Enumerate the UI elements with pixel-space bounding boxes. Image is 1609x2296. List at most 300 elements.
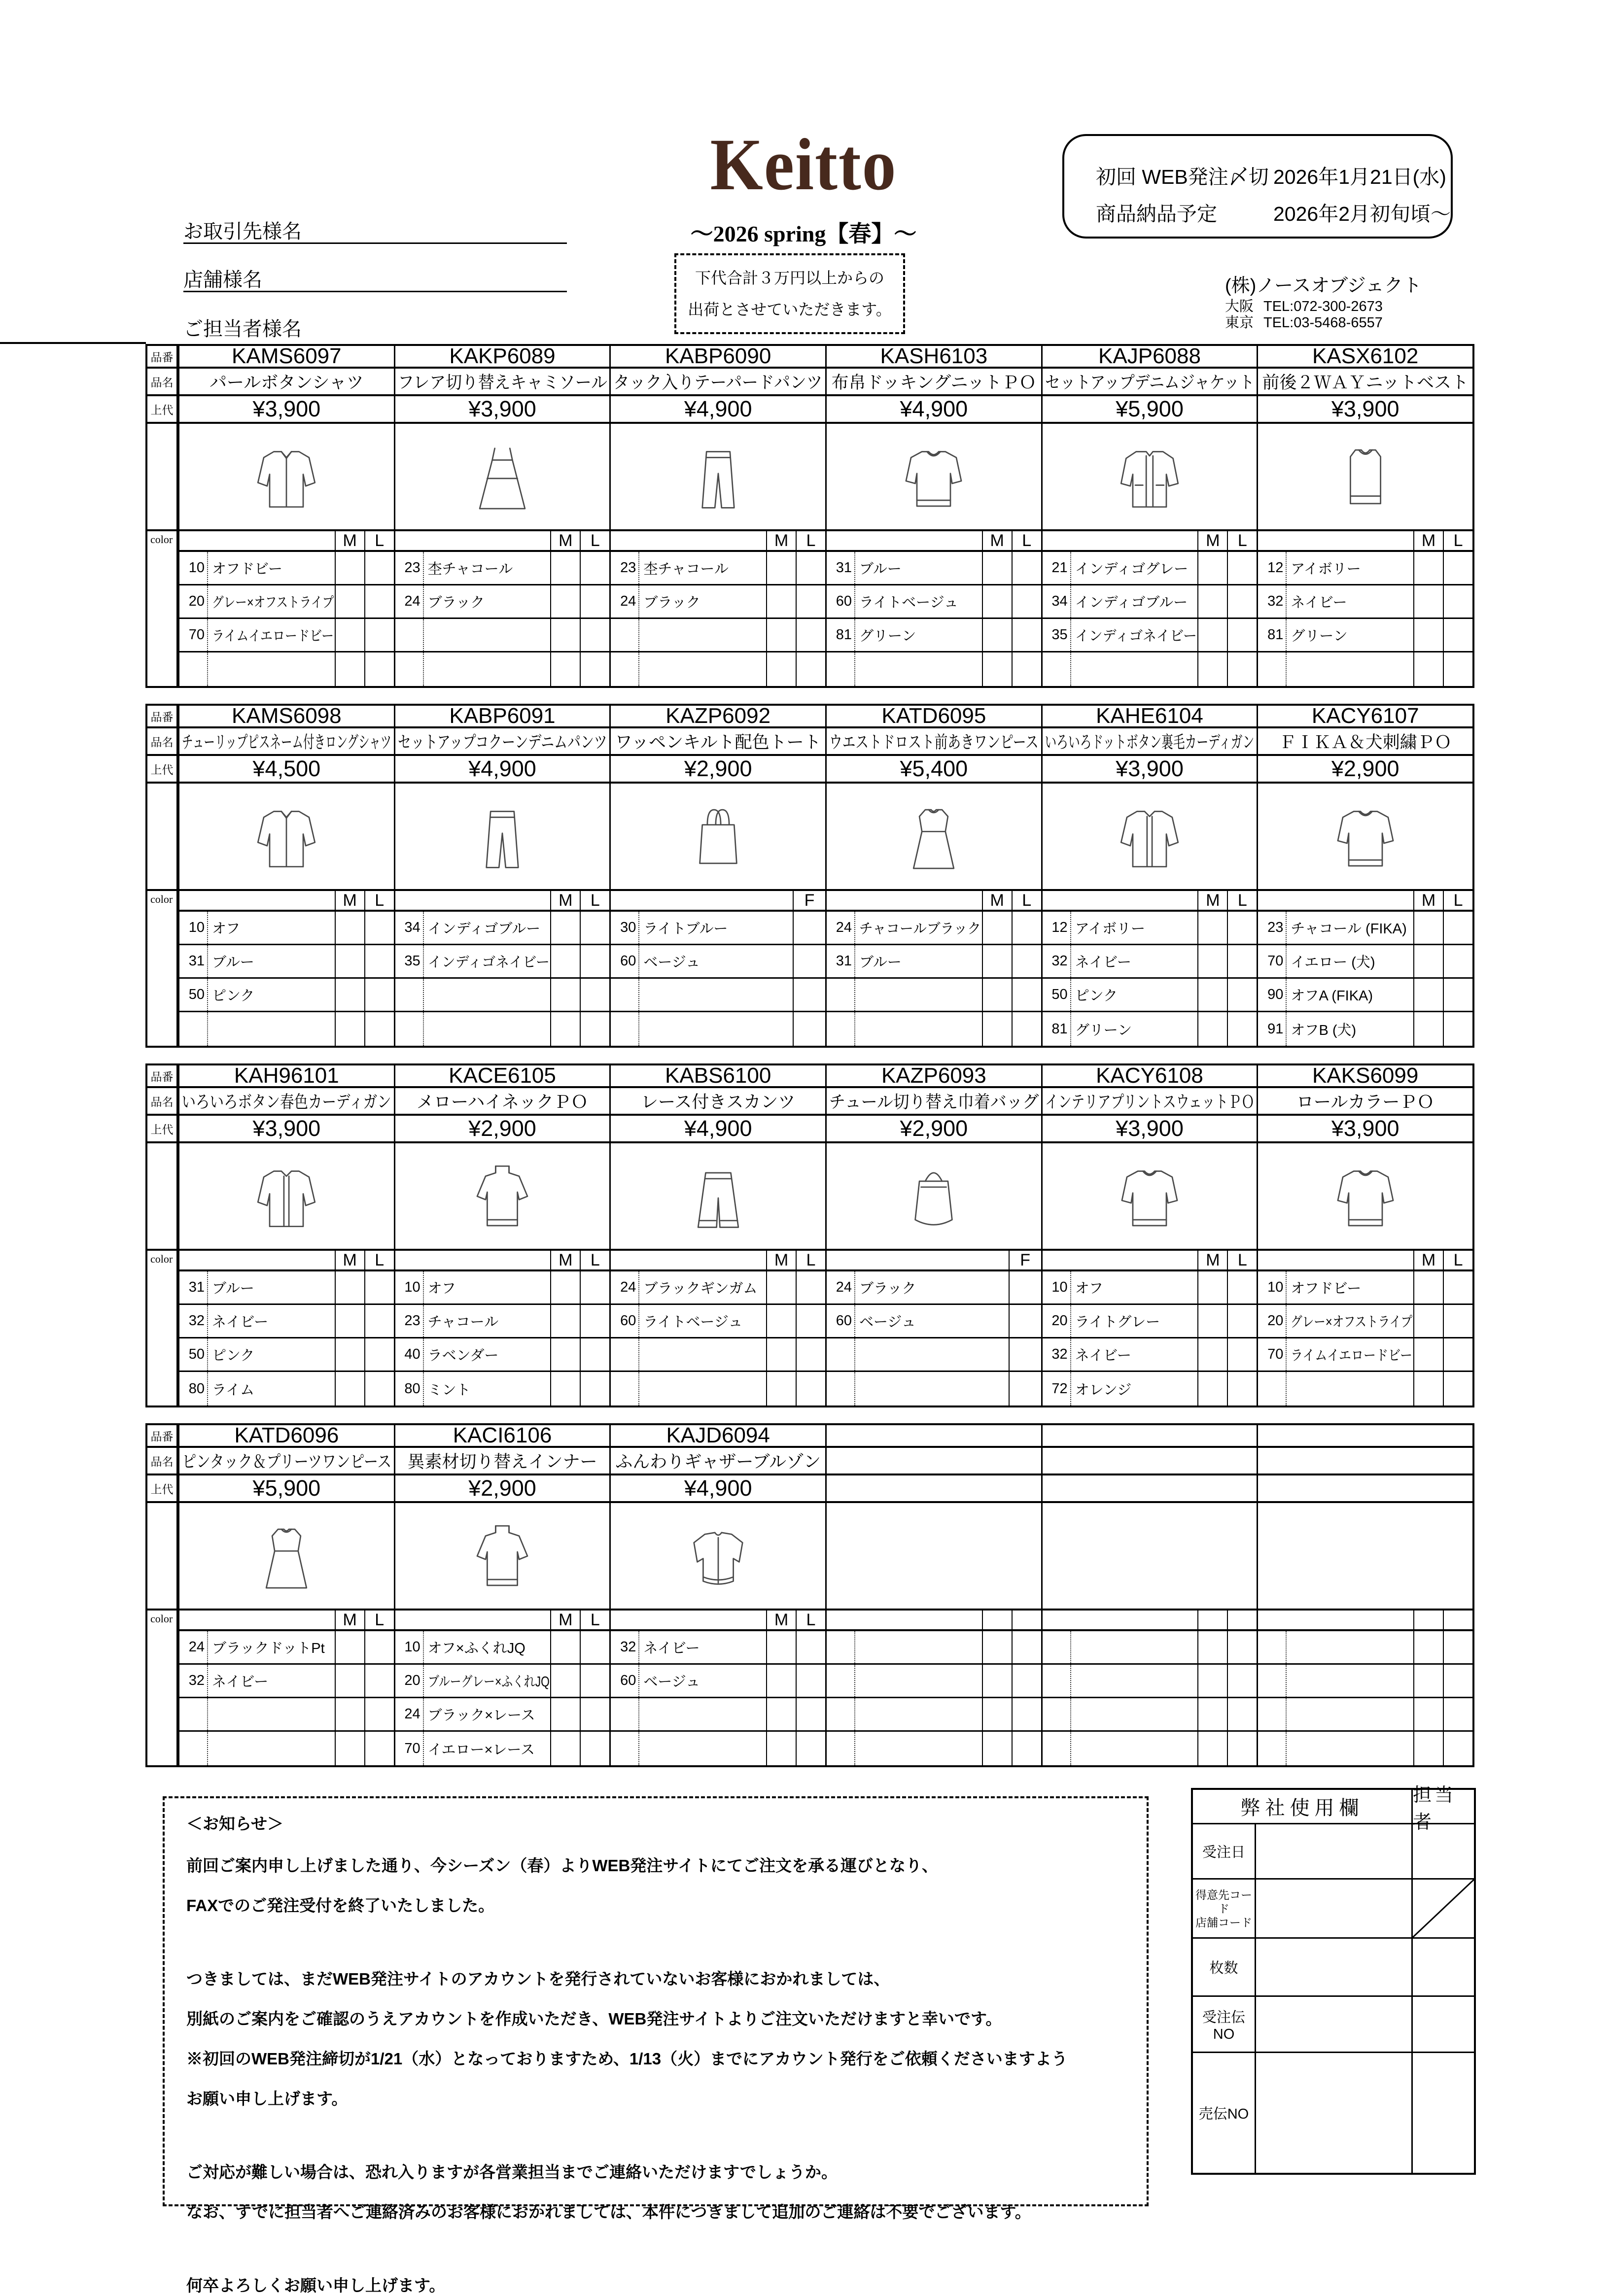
qty-cell[interactable] [364,1698,394,1730]
delivery-schedule-label: 商品納品予定 [1096,203,1217,225]
qty-cell[interactable] [1227,1698,1257,1730]
qty-cell[interactable] [1012,1732,1041,1765]
qty-cell[interactable] [550,979,580,1011]
color-code: 10 [1258,1271,1287,1303]
qty-cell[interactable] [1413,1012,1443,1046]
qty-cell[interactable] [1413,1305,1443,1337]
qty-cell[interactable] [335,1305,364,1337]
office-value-cell[interactable] [1256,1880,1413,1937]
color-code: 80 [179,1372,208,1405]
qty-cell[interactable] [364,1012,394,1046]
qty-cell[interactable] [1012,619,1041,651]
qty-cell[interactable] [1413,652,1443,686]
color-name: ブラック×レース [427,1708,535,1723]
qty-cell[interactable] [550,1372,580,1405]
qty-cell[interactable] [1443,1012,1472,1046]
color-code: 32 [611,1631,639,1663]
qty-cell[interactable] [1443,585,1472,617]
notice-line: つきましては、まだWEB発注サイトのアカウントを発行されていないお客様におかれましては、 [186,1970,890,1988]
qty-cell[interactable] [1413,1372,1443,1405]
qty-cell[interactable] [1197,1305,1227,1337]
qty-cell[interactable] [1012,1012,1041,1046]
qty-cell[interactable] [1012,1665,1041,1697]
qty-cell[interactable] [1227,585,1257,617]
qty-cell[interactable] [1197,1271,1227,1303]
color-name: チャコールブラック [859,921,981,937]
color-name: ライトブルー [643,921,728,937]
qty-cell[interactable] [1197,1338,1227,1371]
size-col-header [1227,1611,1257,1629]
qty-cell[interactable] [364,1338,394,1371]
color-row [1043,1338,1257,1372]
color-name: チャコール [427,1314,499,1330]
qty-cell[interactable] [1197,1372,1227,1405]
size-col-header: L [364,1251,394,1269]
qty-cell[interactable] [550,1665,580,1697]
color-name [855,1338,1009,1371]
qty-cell[interactable] [1197,552,1227,584]
color-row [179,1305,394,1338]
qty-cell[interactable] [766,619,796,651]
qty-cell[interactable] [1012,979,1041,1011]
qty-cell[interactable] [1413,1732,1443,1765]
qty-cell[interactable] [1197,1012,1227,1046]
qty-cell[interactable] [1443,1372,1472,1405]
qty-cell[interactable] [335,1372,364,1405]
qty-cell[interactable] [1197,619,1227,651]
color-name: ベージュ [643,1674,700,1690]
color-name: アイボリー [1075,921,1146,937]
qty-cell[interactable] [364,1305,394,1337]
qty-cell[interactable] [982,1732,1012,1765]
qty-cell[interactable] [364,979,394,1011]
qty-cell[interactable] [796,1631,825,1663]
product-name: チューリップピスネーム付きロングシャツ [178,728,394,754]
qty-cell[interactable] [1227,1732,1257,1765]
qty-cell[interactable] [364,1732,394,1765]
qty-cell[interactable] [766,1698,796,1730]
office-value-cell[interactable] [1256,1824,1413,1878]
product-illustration-cell [1041,1503,1257,1609]
qty-cell[interactable] [1413,945,1443,977]
color-row [179,552,394,585]
qty-cell[interactable] [1227,1338,1257,1371]
product-illustration-cell [609,784,825,889]
qty-cell[interactable] [1009,1271,1041,1303]
qty-cell[interactable] [1009,1372,1041,1405]
color-row [611,912,825,945]
qty-cell[interactable] [335,585,364,617]
qty-cell[interactable] [766,1372,796,1405]
color-row [395,1012,610,1046]
qty-cell[interactable] [766,585,796,617]
qty-cell[interactable] [1012,552,1041,584]
qty-cell[interactable] [1443,1665,1472,1697]
qty-cell[interactable] [766,652,796,686]
color-code [179,652,208,686]
qty-cell[interactable] [335,1271,364,1303]
qty-cell[interactable] [580,1305,609,1337]
qty-cell[interactable] [982,552,1012,584]
qty-cell[interactable] [335,619,364,651]
qty-cell[interactable] [1227,1012,1257,1046]
qty-cell[interactable] [796,1305,825,1337]
qty-cell[interactable] [1413,619,1443,651]
qty-cell[interactable] [1443,912,1472,944]
qty-cell[interactable] [1012,945,1041,977]
qty-cell[interactable] [580,1732,609,1765]
qty-cell[interactable] [1197,652,1227,686]
color-row [1258,619,1472,652]
qty-cell[interactable] [1443,979,1472,1011]
color-code [1043,1732,1071,1765]
color-row [395,1271,610,1305]
qty-cell[interactable] [766,552,796,584]
qty-cell[interactable] [1443,945,1472,977]
product-table-block [145,704,1474,1048]
qty-cell[interactable] [793,945,825,977]
qty-cell[interactable] [335,979,364,1011]
web-order-deadline-value: 2026年1月21日(水) [1273,166,1446,188]
qty-cell[interactable] [796,1372,825,1405]
qty-cell[interactable] [1227,1631,1257,1663]
color-row [395,1338,610,1372]
color-row [179,1665,394,1698]
qty-cell[interactable] [335,912,364,944]
qty-cell[interactable] [364,652,394,686]
qty-cell[interactable] [982,979,1012,1011]
jacket-illustration [1108,431,1191,522]
qty-cell[interactable] [580,1631,609,1663]
office-staff-cell[interactable] [1413,2053,1474,2173]
qty-cell[interactable] [550,585,580,617]
color-row [1258,945,1472,979]
office-use-title: 弊社使用欄 [1193,1790,1413,1823]
qty-cell[interactable] [1227,1372,1257,1405]
color-name [639,1372,766,1405]
color-row [827,912,1041,945]
qty-cell[interactable] [1413,1698,1443,1730]
qty-cell[interactable] [793,1012,825,1046]
qty-cell[interactable] [1227,652,1257,686]
qty-cell[interactable] [982,1698,1012,1730]
qty-cell[interactable] [982,1631,1012,1663]
color-size-grid [1257,891,1472,1046]
color-size-grid [1041,891,1257,1046]
qty-cell[interactable] [580,1665,609,1697]
size-col-header: L [580,1251,609,1269]
office-value-cell[interactable] [1256,1997,1413,2052]
qty-cell[interactable] [364,552,394,584]
trading-partner-name-field[interactable] [183,216,567,244]
shop-name-field[interactable] [183,264,567,292]
qty-cell[interactable] [550,552,580,584]
qty-cell[interactable] [982,585,1012,617]
qty-cell[interactable] [1197,1698,1227,1730]
qty-cell[interactable] [1012,652,1041,686]
row-label-empty [147,1143,178,1249]
qty-cell[interactable] [1012,1631,1041,1663]
size-col-header: M [335,1251,364,1269]
color-name [639,1732,766,1765]
qty-cell[interactable] [796,1338,825,1371]
qty-cell[interactable] [1009,1338,1041,1371]
qty-cell[interactable] [550,1631,580,1663]
qty-cell[interactable] [1443,652,1472,686]
qty-cell[interactable] [1197,945,1227,977]
qty-cell[interactable] [766,1665,796,1697]
person-in-charge-label: ご担当者様名 [183,318,302,340]
color-row [1043,1631,1257,1665]
qty-cell[interactable] [1443,1631,1472,1663]
qty-cell[interactable] [1443,619,1472,651]
row-label-price: 上代 [147,396,178,422]
qty-cell[interactable] [1227,619,1257,651]
qty-cell[interactable] [766,1305,796,1337]
product-code: KAKS6099 [1257,1065,1472,1086]
qty-cell[interactable] [580,585,609,617]
qty-cell[interactable] [766,1732,796,1765]
color-row [611,945,825,979]
qty-cell[interactable] [1227,1665,1257,1697]
product-table-block [145,344,1474,688]
qty-cell[interactable] [1227,552,1257,584]
office-value-cell[interactable] [1256,2053,1413,2173]
qty-cell[interactable] [1197,585,1227,617]
qty-cell[interactable] [1413,585,1443,617]
qty-cell[interactable] [335,1631,364,1663]
qty-cell[interactable] [364,1372,394,1405]
qty-cell[interactable] [766,1631,796,1663]
product-code: KACY6108 [1041,1065,1257,1086]
pullover-illustration [1108,1151,1191,1242]
qty-cell[interactable] [335,552,364,584]
color-name: イエロー×レース [427,1742,535,1758]
qty-cell[interactable] [1227,979,1257,1011]
qty-cell[interactable] [580,1338,609,1371]
qty-cell[interactable] [1197,1631,1227,1663]
color-name: ネイビー [1075,955,1131,970]
qty-cell[interactable] [766,1271,796,1303]
color-row [611,1665,825,1698]
product-table-block [145,1063,1474,1407]
qty-cell[interactable] [796,1271,825,1303]
qty-cell[interactable] [793,979,825,1011]
qty-cell[interactable] [580,1012,609,1046]
qty-cell[interactable] [1012,1698,1041,1730]
size-header-spacer [827,531,982,550]
qty-cell[interactable] [364,945,394,977]
color-size-grid [609,1611,825,1765]
qty-cell[interactable] [550,1305,580,1337]
qty-cell[interactable] [982,652,1012,686]
qty-cell[interactable] [580,652,609,686]
color-code [827,1012,855,1046]
office-staff-cell[interactable] [1413,1939,1474,1995]
office-staff-cell[interactable] [1413,1824,1474,1878]
color-size-grid [178,531,394,686]
qty-cell[interactable] [364,585,394,617]
color-size-grid [394,1251,610,1405]
qty-cell[interactable] [580,619,609,651]
qty-cell[interactable] [982,1665,1012,1697]
size-header-spacer [179,891,335,910]
color-row [611,1732,825,1765]
color-name: オフ [427,1281,456,1297]
qty-cell[interactable] [364,1631,394,1663]
qty-cell[interactable] [982,945,1012,977]
color-code [827,1631,855,1663]
office-staff-cell[interactable] [1413,1880,1474,1937]
color-row [1258,1732,1472,1765]
pullover-illustration [1324,1151,1407,1242]
color-row [611,585,825,619]
color-name [208,652,335,686]
qty-cell[interactable] [1413,552,1443,584]
qty-cell[interactable] [580,979,609,1011]
qty-cell[interactable] [580,912,609,944]
qty-cell[interactable] [580,1271,609,1303]
qty-cell[interactable] [1227,912,1257,944]
qty-cell[interactable] [766,1338,796,1371]
qty-cell[interactable] [550,1732,580,1765]
qty-cell[interactable] [1227,945,1257,977]
color-size-grid [178,1611,394,1765]
qty-cell[interactable] [364,1665,394,1697]
color-size-grid [609,891,825,1046]
qty-cell[interactable] [580,1372,609,1405]
qty-cell[interactable] [1443,1305,1472,1337]
color-code: 81 [827,619,855,651]
qty-cell[interactable] [1012,912,1041,944]
color-name: インディゴブルー [427,921,541,937]
qty-cell[interactable] [796,585,825,617]
color-code: 24 [395,1698,424,1730]
qty-cell[interactable] [364,619,394,651]
qty-cell[interactable] [550,1271,580,1303]
office-staff-cell[interactable] [1413,1997,1474,2052]
qty-cell[interactable] [550,619,580,651]
qty-cell[interactable] [1197,912,1227,944]
color-code [395,979,424,1011]
qty-cell[interactable] [1413,912,1443,944]
qty-cell[interactable] [1443,1732,1472,1765]
qty-cell[interactable] [1413,979,1443,1011]
color-code [611,619,639,651]
color-code: 70 [1258,1338,1287,1371]
qty-cell[interactable] [796,1732,825,1765]
qty-cell[interactable] [796,1698,825,1730]
qty-cell[interactable] [982,912,1012,944]
qty-cell[interactable] [1443,1338,1472,1371]
qty-cell[interactable] [1197,979,1227,1011]
size-col-header: L [1227,531,1257,550]
dress-illustration [245,1510,328,1602]
qty-cell[interactable] [1413,1665,1443,1697]
product-code: KAZP6093 [825,1065,1041,1086]
qty-cell[interactable] [550,1698,580,1730]
product-illustration-cell [825,424,1041,529]
color-name: ブルー [859,955,902,970]
qty-cell[interactable] [580,945,609,977]
color-code [827,979,855,1011]
qty-cell[interactable] [1413,1338,1443,1371]
product-name: タック入りテーパードパンツ [609,369,825,394]
color-name: ライムイエロードビー [212,628,334,644]
product-name: ロールカラーＰＯ [1257,1088,1472,1114]
qty-cell[interactable] [982,1012,1012,1046]
qty-cell[interactable] [793,912,825,944]
color-name: ライトグレー [1075,1314,1160,1330]
qty-cell[interactable] [550,945,580,977]
qty-cell[interactable] [1227,1271,1257,1303]
qty-cell[interactable] [796,1665,825,1697]
qty-cell[interactable] [796,619,825,651]
qty-cell[interactable] [550,912,580,944]
qty-cell[interactable] [550,652,580,686]
color-row [827,1305,1041,1338]
product-price: ¥4,900 [825,396,1041,422]
qty-cell[interactable] [335,1338,364,1371]
qty-cell[interactable] [1012,585,1041,617]
minimum-order-note: 下代合計３万円以上からの 出荷とさせていただきます。 [674,253,905,334]
office-value-cell[interactable] [1256,1939,1413,1995]
qty-cell[interactable] [580,1698,609,1730]
color-code: 23 [1258,912,1287,944]
qty-cell[interactable] [1413,1271,1443,1303]
qty-cell[interactable] [580,552,609,584]
color-column-label: color [147,1611,178,1765]
product-code: KAH96101 [178,1065,394,1086]
qty-cell[interactable] [364,912,394,944]
product-name [825,1448,1041,1474]
product-price: ¥3,900 [1257,1116,1472,1141]
brand-logo: Keitto [710,124,897,206]
qty-cell[interactable] [550,1012,580,1046]
qty-cell[interactable] [1413,1631,1443,1663]
qty-cell[interactable] [1009,1305,1041,1337]
color-code [611,1372,639,1405]
qty-cell[interactable] [796,652,825,686]
person-in-charge-field[interactable] [183,313,567,340]
qty-cell[interactable] [1443,552,1472,584]
color-row [1258,1631,1472,1665]
qty-cell[interactable] [982,619,1012,651]
qty-cell[interactable] [550,1338,580,1371]
qty-cell[interactable] [335,1732,364,1765]
qty-cell[interactable] [335,1665,364,1697]
qty-cell[interactable] [796,552,825,584]
qty-cell[interactable] [1227,1305,1257,1337]
color-code [1258,1372,1287,1405]
qty-cell[interactable] [1197,1732,1227,1765]
pullover-illustration [892,431,976,522]
size-col-header: M [766,1251,796,1269]
qty-cell[interactable] [1197,1665,1227,1697]
product-price [825,1475,1041,1501]
notice-box [163,1796,1149,2295]
qty-cell[interactable] [1443,1271,1472,1303]
qty-cell[interactable] [335,1012,364,1046]
qty-cell[interactable] [335,1698,364,1730]
qty-cell[interactable] [364,1271,394,1303]
qty-cell[interactable] [335,945,364,977]
product-name: いろいろボタン春色カーディガン [178,1088,394,1114]
color-name: ブルー [859,561,902,577]
qty-cell[interactable] [335,652,364,686]
qty-cell[interactable] [1443,1698,1472,1730]
product-name: ワッペンキルト配色トート [609,728,825,754]
